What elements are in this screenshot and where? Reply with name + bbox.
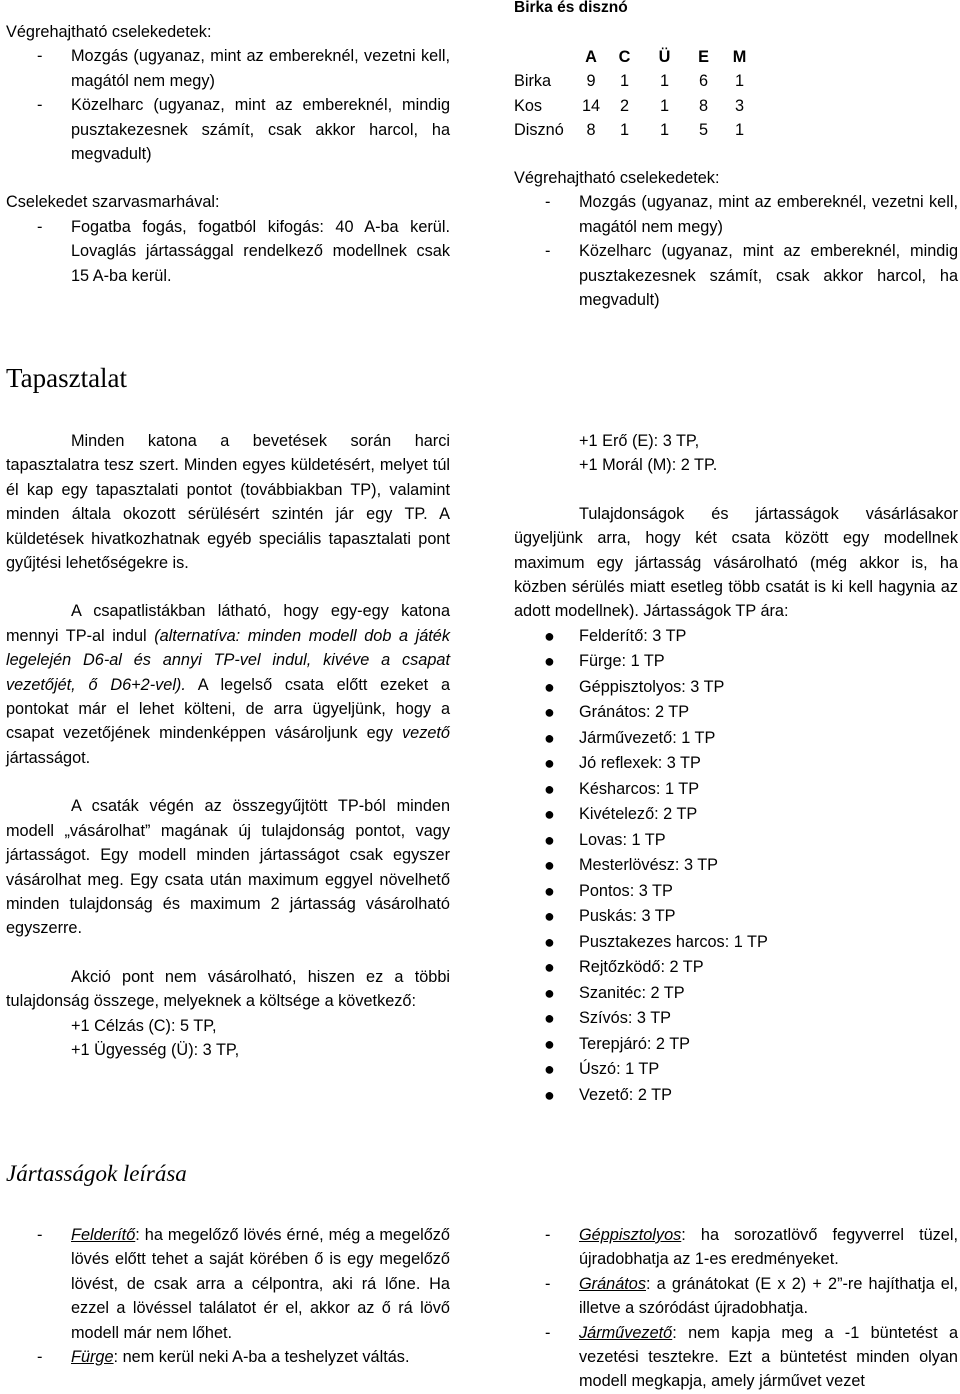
section-title: Birka és disznó bbox=[514, 0, 628, 16]
bullet-icon: ● bbox=[544, 778, 555, 799]
actions-list bbox=[6, 44, 450, 166]
list-item: ● Járművezető: 1 TP bbox=[514, 726, 958, 752]
list-item: ● Felderítő: 3 TP bbox=[514, 624, 958, 650]
dash-marker: - bbox=[545, 1274, 551, 1293]
skills-right-column bbox=[514, 1223, 958, 1394]
skill-cost-list bbox=[514, 624, 958, 1109]
list-item: ● Szívós: 3 TP bbox=[514, 1006, 958, 1032]
list-item: ● Rejtőzködő: 2 TP bbox=[514, 955, 958, 981]
bullet-icon: ● bbox=[544, 957, 555, 978]
stats-table bbox=[514, 45, 756, 143]
list-item: ● Pontos: 3 TP bbox=[514, 879, 958, 905]
cost-list bbox=[6, 1014, 450, 1063]
table-cell: 1 bbox=[734, 121, 745, 140]
bullet-icon: ● bbox=[544, 880, 555, 901]
list-item: - Fürge: nem kerül neki A-ba a teshelyzet váltás. bbox=[6, 1345, 450, 1369]
skill-description-list bbox=[514, 1223, 958, 1394]
list-item: - Közelharc (ugyanaz, mint az embereknél, mindig pusztakezesnek számít, csak akkor harcol, ha megvadult) bbox=[514, 239, 958, 312]
dash-marker: - bbox=[545, 193, 551, 212]
bullet-icon: ● bbox=[544, 829, 555, 850]
dash-marker: - bbox=[545, 1226, 551, 1244]
top-right-column bbox=[514, 166, 958, 312]
list-item: - Közelharc (ugyanaz, mint az embereknél, mindig pusztakezesnek számít, csak akkor harcol, ha megvadult) bbox=[6, 93, 450, 166]
table-cell: Kos bbox=[514, 96, 543, 115]
cost-list bbox=[514, 429, 958, 478]
dash-marker: - bbox=[37, 47, 43, 66]
table-cell: 1 bbox=[734, 72, 745, 91]
table-cell: 14 bbox=[581, 96, 601, 115]
list-item: ● Vezető: 2 TP bbox=[514, 1083, 958, 1109]
bullet-icon: ● bbox=[544, 1008, 555, 1029]
table-cell: 8 bbox=[698, 96, 709, 115]
list-item: ● Géppisztolyos: 3 TP bbox=[514, 675, 958, 701]
skill-description-list bbox=[6, 1223, 450, 1369]
dash-marker: - bbox=[545, 242, 551, 261]
list-item: - Mozgás (ugyanaz, mint az embereknél, vezetni kell, magától nem megy) bbox=[514, 190, 958, 239]
table-cell: 5 bbox=[698, 121, 709, 140]
skill-name: Járművezető bbox=[579, 1323, 673, 1342]
bullet-icon: ● bbox=[544, 804, 555, 825]
paragraph: Akció pont nem vásárolható, hiszen ez a többi tulajdonság összege, melyeknek a költsége a következő: bbox=[6, 967, 450, 1011]
table-cell: 1 bbox=[619, 72, 630, 91]
bullet-icon: ● bbox=[544, 676, 555, 697]
bullet-icon: ● bbox=[544, 1033, 555, 1054]
top-left-column bbox=[6, 20, 450, 288]
table-cell: 9 bbox=[586, 72, 596, 91]
table-cell: 8 bbox=[586, 121, 596, 140]
bullet-icon: ● bbox=[544, 625, 555, 646]
skill-name: Géppisztolyos bbox=[579, 1226, 682, 1244]
list-item: ● Lovas: 1 TP bbox=[514, 828, 958, 854]
paragraph: A csapatlistákban látható, hogy egy-egy katona mennyi TP-al indul (alternatíva: minden modell dob a játék legelején D6-al és annyi TP-vel indul, kivéve a csapat vezetőjét, ő D6+2-vel). A legelső csata előtt ezeket a pontokat már el lehet költeni, de arra ügyeljünk, hogy a csapat vezetőjének mindenképpen vásároljunk egy vezető jártasságot. bbox=[6, 602, 450, 767]
dash-marker: - bbox=[545, 1323, 551, 1342]
table-row bbox=[514, 118, 756, 142]
bullet-icon: ● bbox=[544, 931, 555, 952]
bullet-icon: ● bbox=[544, 727, 555, 748]
skill-name: Gránátos bbox=[579, 1274, 646, 1293]
bullet-icon: ● bbox=[544, 702, 555, 723]
list-item: ● Fürge: 1 TP bbox=[514, 649, 958, 675]
table-cell: 2 bbox=[619, 96, 630, 115]
actions-heading: Végrehajtható cselekedetek: bbox=[514, 169, 720, 187]
cattle-actions-heading: Cselekedet szarvasmarhával: bbox=[6, 193, 220, 212]
table-cell: Birka bbox=[514, 72, 552, 91]
list-item: ● Szanitéc: 2 TP bbox=[514, 981, 958, 1007]
table-cell: 6 bbox=[698, 72, 709, 91]
experience-right-column bbox=[514, 429, 958, 1108]
list-item: +1 Erő (E): 3 TP, bbox=[579, 432, 700, 450]
list-item: - Gránátos: a gránátokat (E x 2) + 2”-re hajíthatja el, illetve a szóródást újradobhatja. bbox=[514, 1272, 958, 1321]
list-item: - Mozgás (ugyanaz, mint az embereknél, vezetni kell, magától nem megy) bbox=[6, 44, 450, 93]
table-header-row bbox=[514, 45, 756, 69]
table-row bbox=[514, 94, 756, 118]
bullet-icon: ● bbox=[544, 753, 555, 774]
paragraph: A csaták végén az összegyűjtött TP-ból minden modell „vásárolhat” magának új tulajdonság pontot, vagy jártasságot. Egy modell minden jártasságot csak egyszer vásárolhat meg. Egy csata után maximum eggyel növelhető minden tulajdonság és maximum 2 jártasság vásárolható egyszerre. bbox=[6, 797, 450, 938]
table-row bbox=[514, 69, 756, 93]
bullet-icon: ● bbox=[544, 1084, 555, 1105]
table-header: E bbox=[698, 48, 709, 66]
dash-marker: - bbox=[37, 217, 43, 236]
cattle-actions-list bbox=[6, 215, 450, 288]
table-cell: 1 bbox=[659, 72, 670, 91]
experience-left-column bbox=[6, 429, 450, 1062]
table-header: A bbox=[585, 48, 597, 66]
table-cell: 1 bbox=[659, 121, 670, 140]
list-item: ● Terepjáró: 2 TP bbox=[514, 1032, 958, 1058]
list-item: ● Gránátos: 2 TP bbox=[514, 700, 958, 726]
table-header: M bbox=[732, 48, 747, 66]
table-cell: 1 bbox=[659, 96, 670, 115]
bullet-icon: ● bbox=[544, 651, 555, 672]
list-item: - Felderítő: ha megelőző lövés érné, még a megelőző lövés előtt tehet a saját körében ő is egy megelőző lövést, de csak arra a célpontra, aki rá lőne. Ha ezzel a lövéssel találatot ér el, akkor az ő rá lövő modell már nem lőhet. bbox=[6, 1223, 450, 1345]
dash-marker: - bbox=[37, 1348, 43, 1367]
bullet-icon: ● bbox=[544, 1059, 555, 1080]
dash-marker: - bbox=[37, 96, 43, 115]
list-item: +1 Morál (M): 2 TP. bbox=[579, 456, 718, 475]
table-cell: 1 bbox=[619, 121, 630, 140]
paragraph: Tulajdonságok és jártasságok vásárlásakor ügyeljünk arra, hogy két csata között egy modellnek maximum egy jártasság vásárolható (még akkor is, ha közben sérülés miatt esetleg több csatát is ki kell hagynia az adott modellnek). Jártasságok TP ára: bbox=[514, 504, 958, 621]
dash-marker: - bbox=[37, 1226, 43, 1244]
table-header: C bbox=[618, 48, 631, 66]
list-item: +1 Célzás (C): 5 TP, bbox=[71, 1016, 217, 1035]
bullet-icon: ● bbox=[544, 855, 555, 876]
table-cell: 3 bbox=[734, 96, 745, 115]
skills-left-column bbox=[6, 1223, 450, 1369]
list-item: ● Kivételező: 2 TP bbox=[514, 802, 958, 828]
table-header bbox=[514, 45, 578, 69]
actions-list bbox=[514, 190, 958, 312]
list-item: - Járművezető: nem kapja meg a -1 büntetést a vezetési tesztekre. Ezt a büntetést minden olyan modell megkapja, amely járművet vezet bbox=[514, 1321, 958, 1394]
list-item: ● Késharcos: 1 TP bbox=[514, 777, 958, 803]
actions-heading: Végrehajtható cselekedetek: bbox=[6, 23, 212, 41]
list-item: - Fogatba fogás, fogatból kifogás: 40 A-ba kerül. Lovaglás jártassággal rendelkező modellnek csak 15 A-ba kerül. bbox=[6, 215, 450, 288]
skill-name: Fürge bbox=[71, 1348, 114, 1367]
skill-name: Felderítő bbox=[71, 1226, 136, 1244]
list-item: ● Úszó: 1 TP bbox=[514, 1057, 958, 1083]
bullet-icon: ● bbox=[544, 982, 555, 1003]
list-item: ● Mesterlövész: 3 TP bbox=[514, 853, 958, 879]
table-header: Ü bbox=[658, 48, 671, 66]
section-heading: Tapasztalat bbox=[6, 363, 128, 393]
paragraph: Minden katona a bevetések során harci tapasztalatra tesz szert. Minden egyes küldetésért, melyet túl él kap egy tapasztalati pontot (továbbiakban TP), valamint minden általa okozott sérülésért szintén jár egy TP. A küldetések hivatkozhatnak egyéb speciális tapasztalati pont gyűjtési lehetőségekre is. bbox=[6, 432, 450, 573]
list-item: ● Pusztakezes harcos: 1 TP bbox=[514, 930, 958, 956]
list-item: - Géppisztolyos: ha sorozatlövő fegyverrel tüzel, újradobhatja az 1-es eredményeket. bbox=[514, 1223, 958, 1272]
bullet-icon: ● bbox=[544, 906, 555, 927]
list-item: +1 Ügyesség (Ü): 3 TP, bbox=[71, 1040, 240, 1059]
list-item: ● Jó reflexek: 3 TP bbox=[514, 751, 958, 777]
table-cell: Disznó bbox=[514, 121, 564, 140]
section-heading: Jártasságok leírása bbox=[6, 1161, 187, 1186]
list-item: ● Puskás: 3 TP bbox=[514, 904, 958, 930]
